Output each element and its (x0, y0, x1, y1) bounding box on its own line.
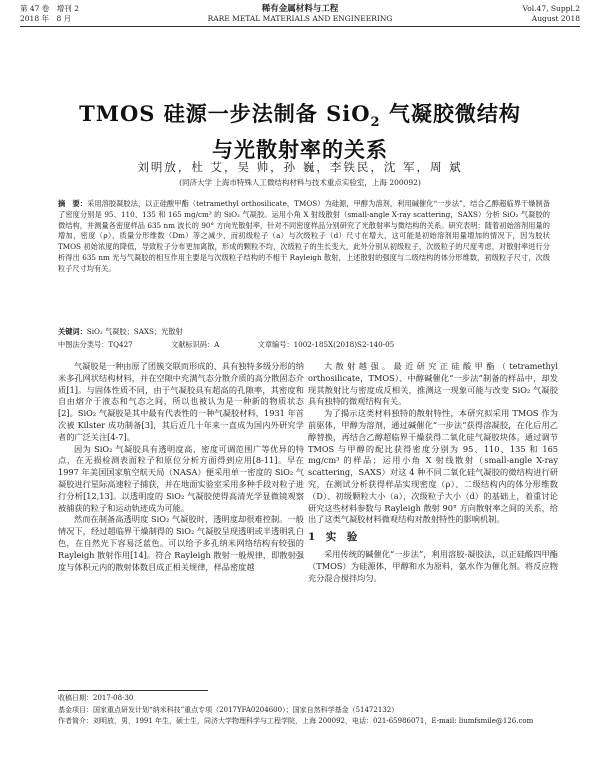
header-date: Vol.47, Suppl.2 August 2018 (522, 4, 580, 23)
keywords: 关键词：SiO₂ 气凝胶；SAXS；光散射 (58, 327, 183, 336)
section-heading: 1 实 验 (308, 531, 358, 544)
header-journal: 稀有金属材料与工程 RARE METAL MATERIALS AND ENGINEERING (207, 4, 393, 23)
running-header (20, 4, 580, 36)
paper-title: TMOS 硅源一步法制备 SiO$_2$ 气凝胶微结构 与光散射率的关系 (79, 101, 521, 163)
paragraph: 为了揭示这类材料独特的散射特性，本研究拟采用 TMOS 作为前驱体，甲醇为溶剂，通过碱催化“一步法”获得溶凝胶，在化后用乙醇替换，再结合乙醇超临界干燥获得二氧化硅气凝胶块体。通过调节 TMOS 与甲醇的配比获得密度分别为 95、110、135 和 165 mg/cm³ 的样品；运用小角 X 射线散射（small-angle X-ray scattering，SAXS）对这 4 种不同二氧化硅气凝胶的微结构进行研究，在测试分析获得样品实现密度（ρ）、二级结构内的体分形维数（D）、初级颗粒大小（a），次级粒子大小（d）的基础上，着重讨论研究这些材料参数与 Rayleigh 散射 90° 方向散射率之间的关系，给出了这类气凝胶材料微观结构对散射特性的影响机制。 (308, 408, 558, 525)
body-right-column (308, 361, 558, 584)
author-list: 刘明放，杜 艾，吴 帅，孙 巍，李铁民，沈 军，周 斌 (137, 160, 463, 174)
abstract: 摘 要：采用溶胶凝胶法，以正硅酸甲酯（tetramethyl orthosilicate，TMOS）为硅源，甲醇为溶剂，利用碱催化“一步法”，结合乙醇超临界干燥制备了密度分别是 95、110、135 和 165 mg/cm³ 的 SiO₂ 气凝胶。运用小角 X 射线散射（small-angle X-ray scattering，SAXS）分析 SiO₂ 气凝胶的微结构，并测量各密度样品 635 nm 波长的 90° 方向光散射率，针对不同密度样品分别研究了光散射率与微结构的关系。研究表明：随着初始溶剂用量的增加，密度（ρ）、质量分形维数（Dm）等之减少，而初级粒子（a）与次级粒子（d）尺寸在增大，这可能是初始溶剂用量增加的情况下，因为胶状 TMOS 初始浓度的降低，导致粒子分布更加离散，形成的颗粒不均，次级粒子的生长变大，此外分别从初级粒子，次级粒子的尺度考虑，对散射率进行分析得出 635 nm 光与气凝胶的相互作用主要是与次级粒子结构的不相干 Rayleigh 散射，上述散射的强度与二级结构的体分形维数，初级粒子尺寸，次级粒子尺寸均有关。 (58, 199, 550, 273)
footnotes: 收稿日期：2017-08-30 基金项目：国家重点研发计划“纳米科技”重点专项（2017YFA0204600）；国家自然科学基金（51472132） 作者简介：刘明放，男，1991 年生，硕士生，同济大学物理科学与工程学院，上海 200092，电话：021-65986071，E-mail: liumfsmile@126.com (58, 690, 560, 728)
affiliation: (同济大学 上海市特殊人工微结构材料与技术重点实验室，上海 200092) (179, 178, 421, 187)
paragraph: 采用传统的碱催化“一步法”，利用溶胶-凝胶法，以正硅酸四甲酯（TMOS）为硅源体，甲醇和水为原料，氨水作为催化剂。将反应物充分混合搅拌均匀。 (308, 548, 558, 583)
classification-line: 中图法分类号：TQ427 文献标识码：A 文章编号：1002-185X(2018)S2-140-05 (58, 340, 395, 349)
body-left-column (58, 361, 304, 573)
header-rule (20, 26, 580, 27)
header-volume: 第 47 卷 增刊 2 2018 年 8 月 (20, 4, 79, 23)
paragraph: 大散射越强。最近研究正硅酸甲酯（tetramethyl orthosilicate，TMOS）、中醇碱催化“一步法”制备的样品中，却发现其散射比与密度成反相关，推测这一现象可能与改变 SiO₂ 气凝胶具有独特的微观结构有关。 (308, 361, 558, 407)
paragraph: 气凝胶是一种由原了团簇交联而形成的、具有独特多级分形的纳米多孔网状结构材料，并在空隙中充满气态分散介质的高分散固态介质[1]。与固体性质不同，由于气凝胶具有超高的孔隙率，其密度和自由熔介于液态和气态之间，所以也被认为是一种新的物质状态[2]。SiO₂ 气凝胶是其中最有代表性的一种气凝胶材料，1931 年首次被 Kilster 成功制备[3]，其后近几十年来一直成为国内外研究学者的广泛关注[4-7]。 (58, 361, 304, 442)
paragraph: 然而在制备高透明度 SiO₂ 气凝胶时，透明度却很难控制。一般情况下，经过超临界干燥制得的 SiO₂ 气凝胶呈现透明或半透明乳白色，在自然光下容易泛蓝色。可以给予多孔纳米网络结构有较强的 Rayleigh 散射作用[14]。符合 Rayleigh 散射一般规律，即散射强度与体积元内的散射体数目成正相关规律，样品密度越 (58, 514, 304, 572)
paragraph: 因为 SiO₂ 气凝胶具有透明度高、密度可调范围广等优异的特点，在无损检测表面粒子和原位分析方面得到应用[8-11]。早在 1997 年美国国家航空航天局（NASA）便采用单一密度的 SiO₂ 气凝胶进行星际高速粒子捕获，并在地面实验室采用多种手段对粒子进行分析[12,13]。以透明度的 SiO₂ 气凝胶使得高清光学显微镜观察被捕获的粒子和运动轨迹成为可能。 (58, 443, 304, 513)
footnote-rule (58, 690, 208, 691)
